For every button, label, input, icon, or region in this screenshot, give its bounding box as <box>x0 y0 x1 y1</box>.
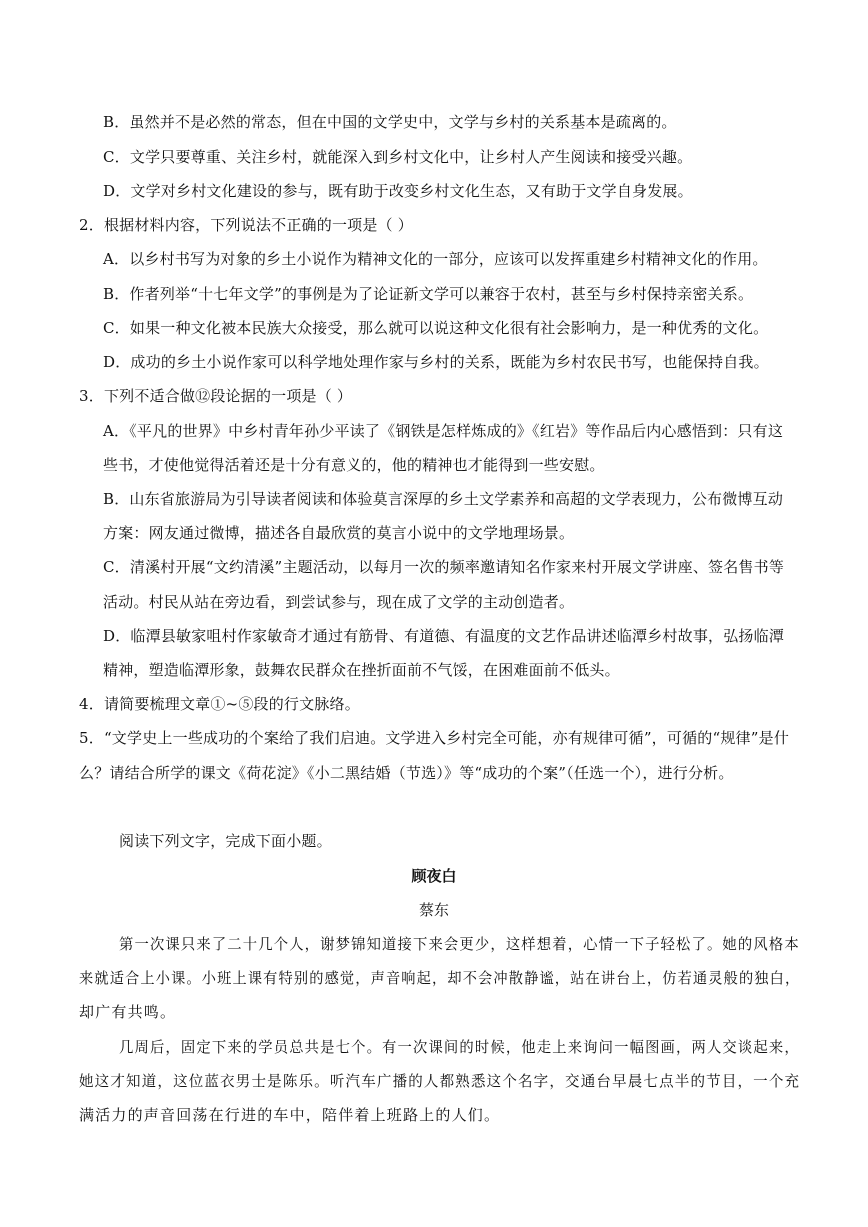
q2-option-b: B．作者列举“十七年文学”的事例是为了论证新文学可以兼容于农村，甚至与乡村保持亲密关系。 <box>103 285 754 303</box>
q4-stem: 4．请简要梳理文章①~⑤段的行文脉络。 <box>79 695 360 713</box>
q2-stem: 2．根据材料内容，下列说法不正确的一项是（ ） <box>79 216 413 234</box>
story-title: 顾夜白 <box>411 867 457 885</box>
story-paragraph-2-line3: 满活力的声音回荡在行进的车中，陪伴着上班路上的人们。 <box>79 1106 501 1124</box>
q5-stem-line2: 么？请结合所学的课文《荷花淀》《小二黑结婚（节选）》等“成功的个案”（任选一个），进行分析。 <box>79 764 734 782</box>
q3-option-b-line2: 方案：网友通过微博，描述各自最欣赏的莫言小说中的文学地理场景。 <box>103 524 575 542</box>
q5-stem-line1: 5．“文学史上一些成功的个案给了我们启迪。文学进入乡村完全可能，亦有规律可循”，可循的“规律”是什 <box>79 729 790 747</box>
story-paragraph-1-line2: 来就适合上小课。小班上课有特别的感觉，声音响起，却不会冲散静谧，站在讲台上，仿若通灵般的独白， <box>79 969 801 987</box>
story-paragraph-2-line2: 她这才知道，这位蓝衣男士是陈乐。听汽车广播的人都熟悉这个名字，交通台早晨七点半的节目，一个充 <box>79 1072 801 1090</box>
q3-option-a-line2: 些书，才使他觉得活着还是十分有意义的，他的精神也才能得到一些安慰。 <box>103 456 605 474</box>
reading-intro: 阅读下列文字，完成下面小题。 <box>119 832 332 850</box>
q3-option-d-line2: 精神，塑造临潭形象，鼓舞农民群众在挫折面前不气馁，在困难面前不低头。 <box>103 661 620 679</box>
story-paragraph-1-line1: 第一次课只来了二十几个人，谢梦锦知道接下来会更少，这样想着，心情一下子轻松了。她的风格本 <box>119 935 800 953</box>
q3-stem: 3．下列不适合做⑫段论据的一项是（ ） <box>79 387 353 405</box>
q1-option-b: B．虽然并不是必然的常态，但在中国的文学史中，文学与乡村的关系基本是疏离的。 <box>103 113 677 131</box>
story-paragraph-1-line3: 却广有共鸣。 <box>79 1003 177 1021</box>
q3-option-a-line1: A．《平凡的世界》中乡村青年孙少平读了《钢铁是怎样炼成的》《红岩》等作品后内心感悟到：只有这 <box>103 422 784 440</box>
q2-option-d: D．成功的乡土小说作家可以科学地处理作家与乡村的关系，既能为乡村农民书写，也能保持自我。 <box>103 353 769 371</box>
q2-option-a: A．以乡村书写为对象的乡土小说作为精神文化的一部分，应该可以发挥重建乡村精神文化的作用。 <box>103 250 768 268</box>
q3-option-d-line1: D．临潭县敏家咀村作家敏奇才通过有筋骨、有道德、有温度的文艺作品讲述临潭乡村故事，弘扬临潭 <box>103 627 785 645</box>
q3-option-b-line1: B．山东省旅游局为引导读者阅读和体验莫言深厚的乡土文学素养和高超的文学表现力，公布微博互动 <box>103 490 784 508</box>
q2-option-c: C．如果一种文化被本民族大众接受，那么就可以说这种文化很有社会影响力，是一种优秀的文化。 <box>103 319 769 337</box>
story-author: 蔡东 <box>418 901 449 919</box>
q3-option-c-line1: C．清溪村开展“文约清溪”主题活动，以每月一次的频率邀请知名作家来村开展文学讲座、签名售书等 <box>103 558 785 576</box>
story-paragraph-2-line1: 几周后，固定下来的学员总共是七个。有一次课间的时候，他走上来询问一幅图画，两人交谈起来， <box>119 1038 800 1056</box>
q1-option-c: C．文学只要尊重、关注乡村，就能深入到乡村文化中，让乡村人产生阅读和接受兴趣。 <box>103 148 693 166</box>
q1-option-d: D．文学对乡村文化建设的参与，既有助于改变乡村文化生态，又有助于文学自身发展。 <box>103 182 693 200</box>
q3-option-c-line2: 活动。村民从站在旁边看，到尝试参与，现在成了文学的主动创造者。 <box>103 593 575 611</box>
